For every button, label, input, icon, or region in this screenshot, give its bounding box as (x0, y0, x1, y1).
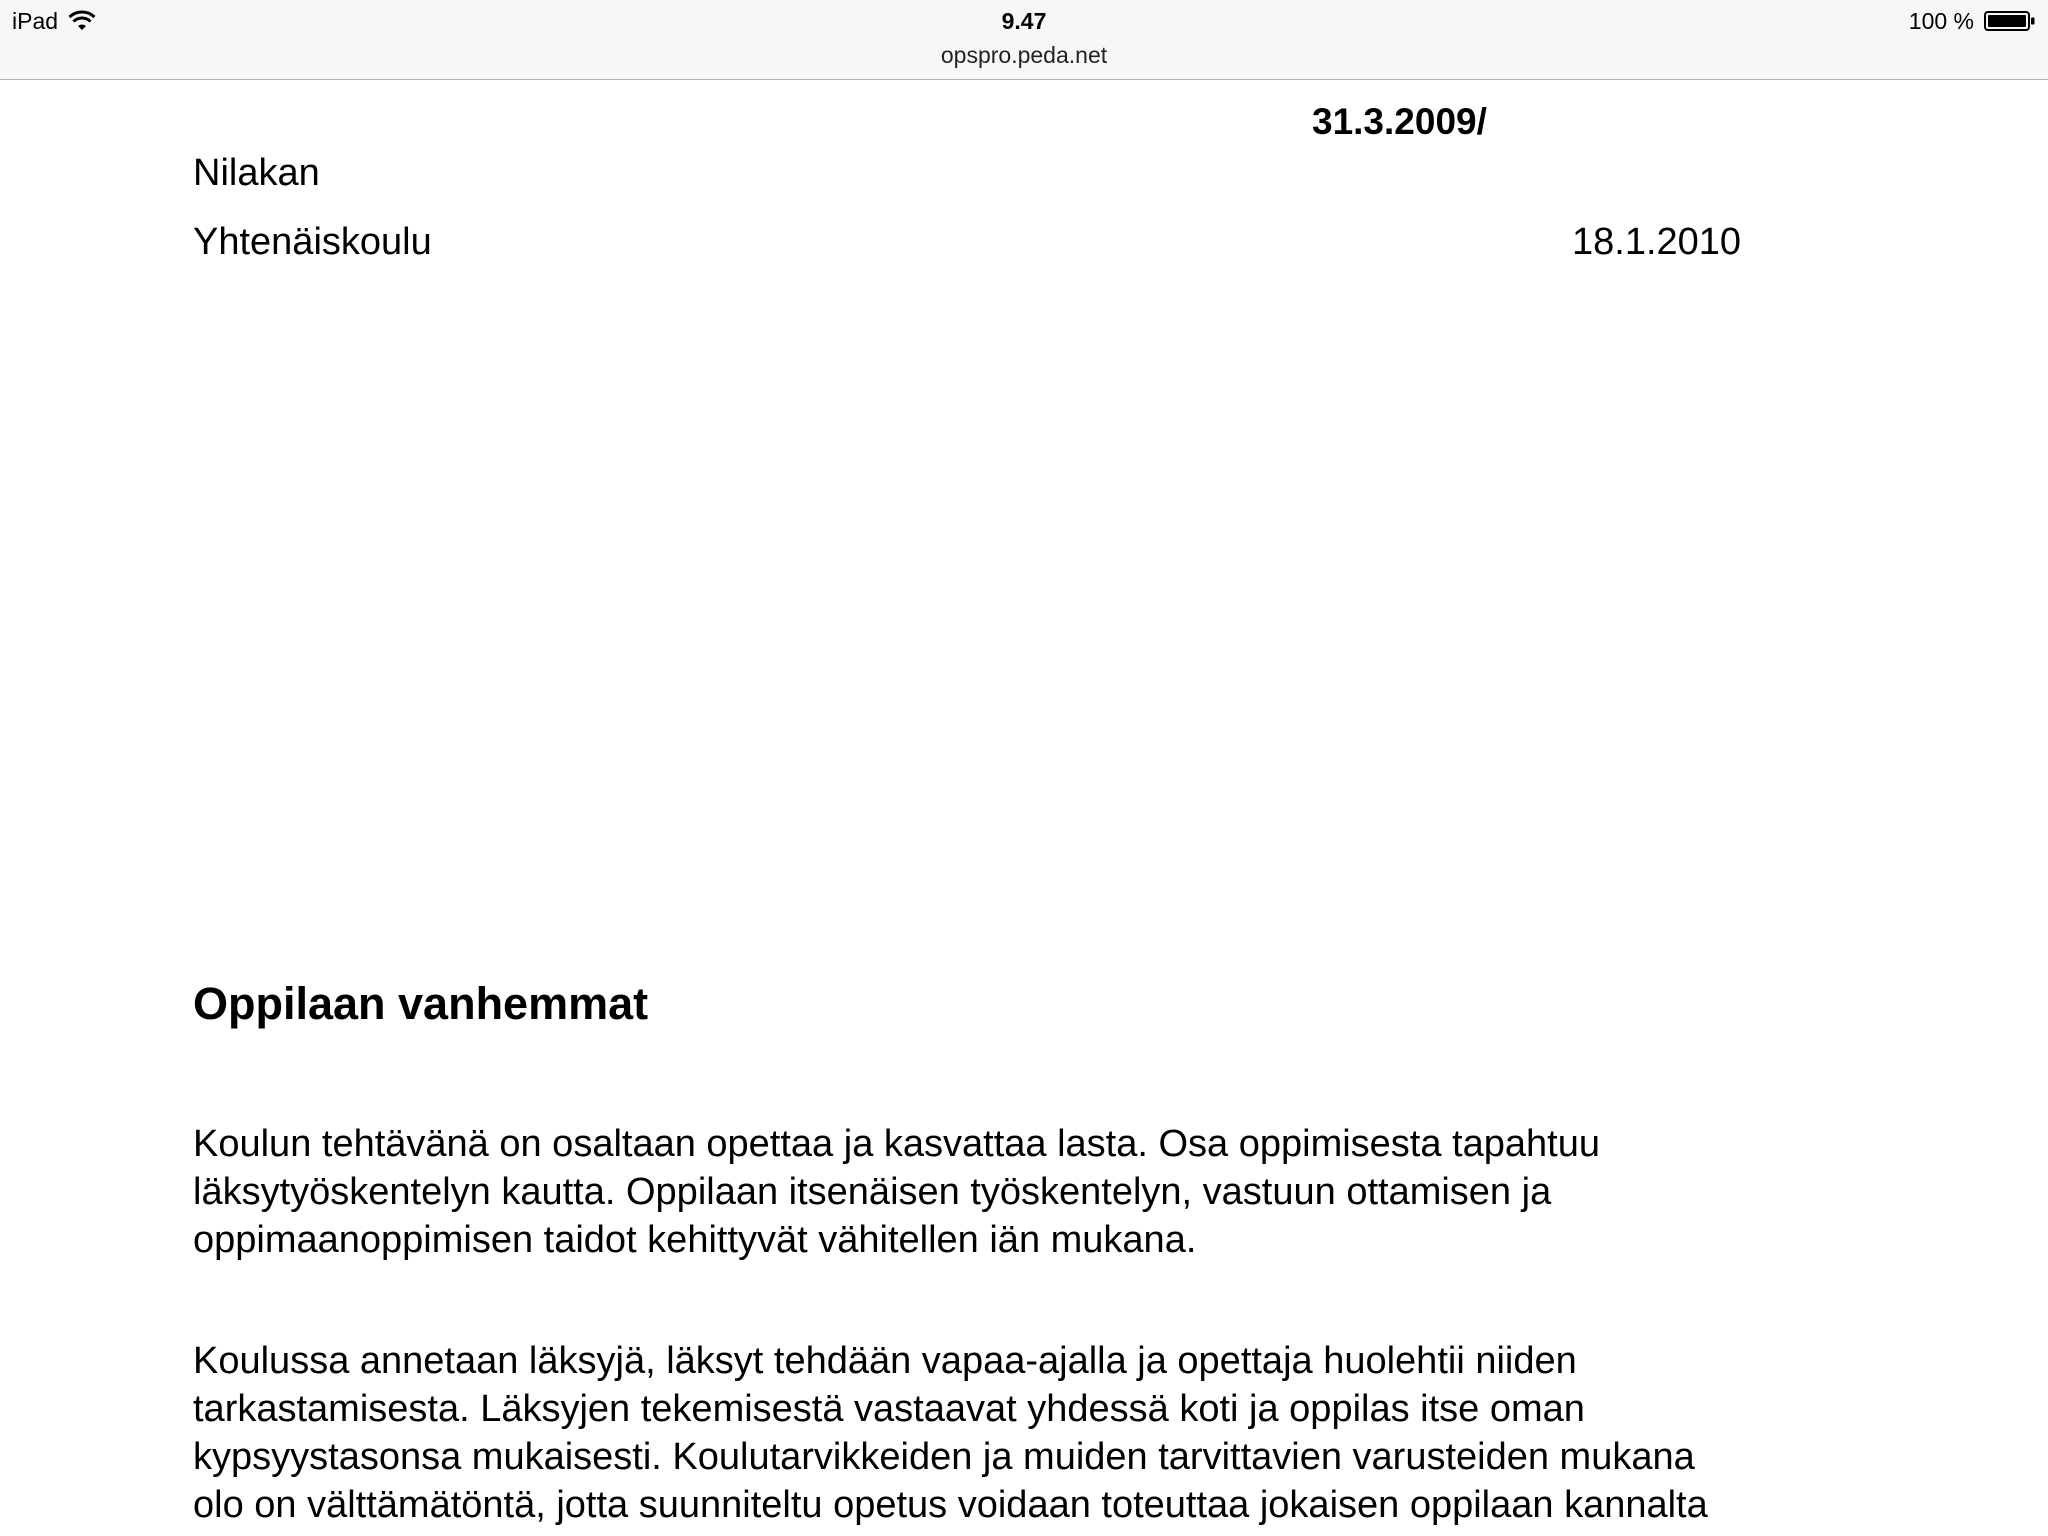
paragraph-line: oppimaanoppimisen taidot kehittyvät vähitellen iän mukana. (193, 1219, 1197, 1261)
battery-icon (1984, 10, 2036, 32)
paragraph-line: Koulun tehtävänä on osaltaan opettaa ja kasvattaa lasta. Osa oppimisesta tapahtuu (193, 1123, 1600, 1165)
paragraph-line: olo on välttämätöntä, jotta suunniteltu opetus voidaan toteuttaa jokaisen oppilaan kannalta (193, 1484, 1708, 1526)
device-label: iPad (12, 7, 59, 34)
paragraph-line: kypsyystasonsa mukaisesti. Koulutarvikkeiden ja muiden tarvittavien varusteiden mukana (193, 1436, 1695, 1478)
status-bar-time: 9.47 (1001, 8, 1047, 34)
browser-top-bar (0, 0, 2048, 80)
address-bar-url[interactable]: opspro.peda.net (940, 42, 1108, 68)
document-page (0, 80, 2048, 1536)
paragraph-line: Koulussa annetaan läksyjä, läksyt tehdään vapaa-ajalla ja opettaja huolehtii niiden (193, 1340, 1577, 1382)
paragraph-1 (193, 1120, 1893, 1264)
school-name-line-2: Yhtenäiskoulu (193, 221, 432, 263)
document-date-right: 18.1.2010 (1572, 221, 1742, 263)
document-date-bold: 31.3.2009/ (1312, 101, 1487, 142)
paragraph-line: tarkastamisesta. Läksyjen tekemisestä vastaavat yhdessä koti ja oppilas itse oman (193, 1388, 1585, 1430)
status-bar-right (1909, 6, 2036, 36)
section-heading: Oppilaan vanhemmat (193, 978, 649, 1029)
paragraph-line: läksytyöskentelyn kautta. Oppilaan itsenäisen työskentelyn, vastuun ottamisen ja (193, 1171, 1552, 1213)
battery-percentage: 100 % (1908, 7, 1974, 34)
school-name-line-1: Nilakan (193, 152, 320, 194)
paragraph-2 (193, 1337, 1893, 1529)
